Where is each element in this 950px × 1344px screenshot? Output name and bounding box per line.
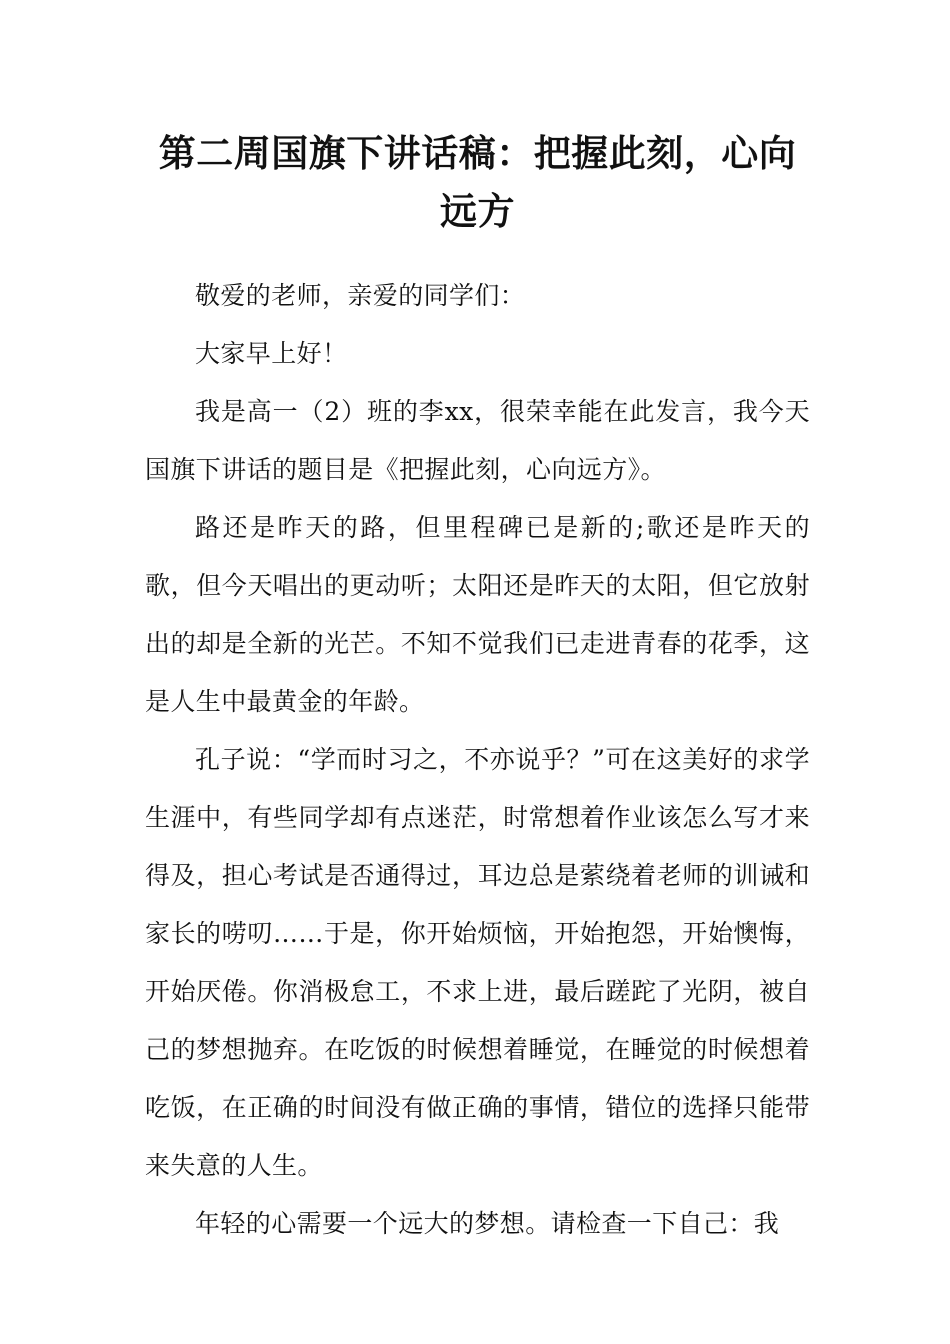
introduction-paragraph: 我是高一（2）班的李xx，很荣幸能在此发言，我今天国旗下讲话的题目是《把握此刻，心向远方》。	[145, 397, 810, 484]
greeting-paragraph: 大家早上好！	[195, 339, 348, 368]
body-paragraph: 孔子说：“学而时习之，不亦说乎？”可在这美好的求学生涯中，有些同学却有点迷茫，时常想着作业该怎么写才来得及，担心考试是否通得过，耳边总是萦绕着老师的训诫和家长的唠叨……于是，你开始烦恼，开始抱怨，开始懊悔，开始厌倦。你消极怠工，不求上进，最后蹉跎了光阴，被自己的梦想抛弃。在吃饭的时候想着睡觉，在睡觉的时候想着吃饭，在正确的时间没有做正确的事情，错位的选择只能带来失意的人生。	[145, 745, 810, 1180]
body-paragraph: 年轻的心需要一个远大的梦想。请检查一下自己：我	[195, 1209, 780, 1238]
document-title: 第二周国旗下讲话稿：把握此刻，心向远方	[158, 132, 797, 233]
document-body	[145, 267, 810, 1253]
document-page	[145, 125, 810, 1253]
salutation-paragraph: 敬爱的老师，亲爱的同学们：	[195, 281, 526, 310]
body-paragraph: 路还是昨天的路，但里程碑已是新的;歌还是昨天的歌，但今天唱出的更动听；太阳还是昨天的太阳，但它放射出的却是全新的光芒。不知不觉我们已走进青春的花季，这是人生中最黄金的年龄。	[145, 513, 810, 716]
